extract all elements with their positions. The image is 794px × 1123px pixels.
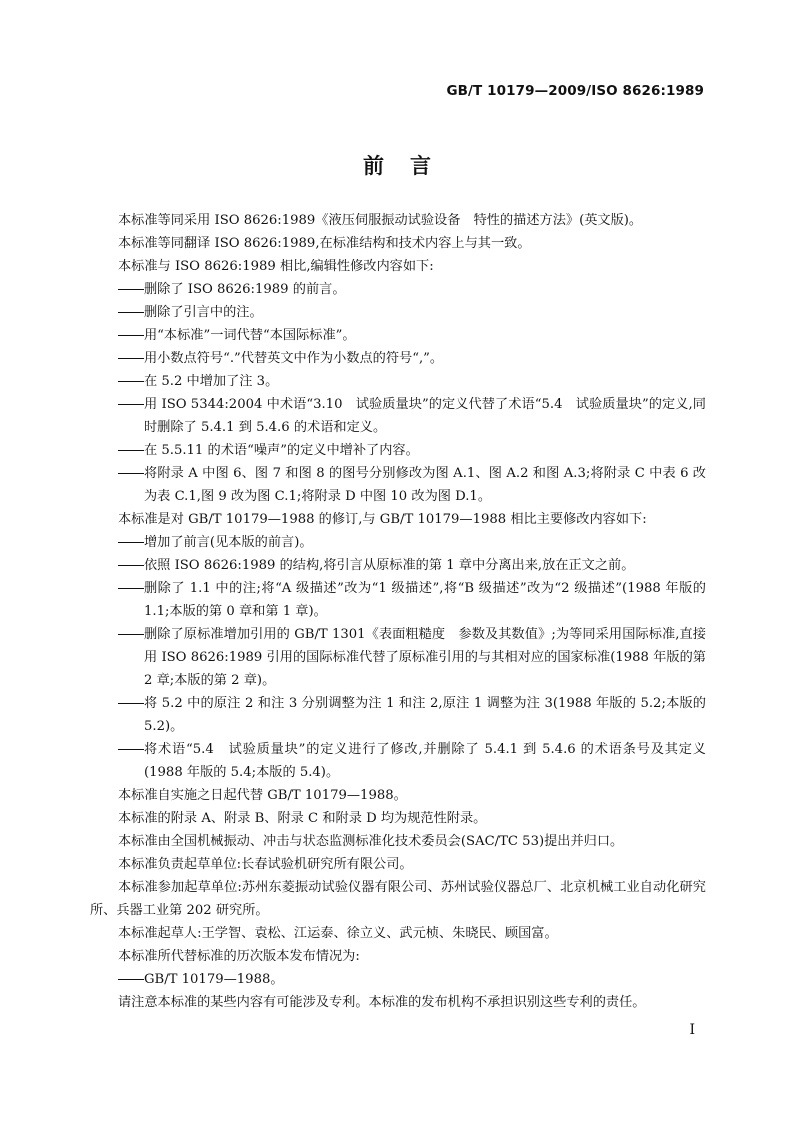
dash-list-item: 删除了 1.1 中的注;将“A 级描述”改为“1 级描述”,将“B 级描述”改为“2 级描述”(1988 年版的 1.1;本版的第 0 章和第 1 章)。 — [90, 577, 706, 623]
paragraph: 本标准所代替标准的历次版本发布情况为: — [118, 949, 360, 964]
paragraph: 请注意本标准的某些内容有可能涉及专利。本标准的发布机构不承担识别这些专利的责任。 — [118, 995, 646, 1010]
dash-list-item: 用“本标准”一词代替“本国际标准”。 — [90, 324, 706, 347]
paragraph: 本标准参加起草单位:苏州东菱振动试验仪器有限公司、苏州试验仪器总厂、北京机械工业自动化研究所、兵器工业第 202 研究所。 — [90, 880, 706, 918]
dash-list-item: 将附录 A 中图 6、图 7 和图 8 的图号分别修改为图 A.1、图 A.2 和图 A.3;将附录 C 中表 6 改为表 C.1,图 9 改为图 C.1;将附录 D 中图 10 改为图 D.1。 — [90, 462, 706, 508]
dash-list-item: GB/T 10179—1988。 — [90, 968, 706, 991]
dash-list-item: 用 ISO 5344:2004 中术语“3.10 试验质量块”的定义代替了术语“5.4 试验质量块”的定义,同时删除了 5.4.1 到 5.4.6 的术语和定义。 — [90, 393, 706, 439]
paragraph: 本标准的附录 A、附录 B、附录 C 和附录 D 均为规范性附录。 — [118, 811, 487, 826]
paragraph: 本标准由全国机械振动、冲击与状态监测标准化技术委员会(SAC/TC 53)提出并归口。 — [118, 834, 624, 849]
paragraph: 本标准等同采用 ISO 8626:1989《液压伺服振动试验设备 特性的描述方法》(英文版)。 — [118, 213, 643, 228]
dash-list-item: 删除了 ISO 8626:1989 的前言。 — [90, 278, 706, 301]
paragraph: 本标准等同翻译 ISO 8626:1989,在标准结构和技术内容上与其一致。 — [118, 236, 531, 251]
dash-list-item: 用小数点符号“.”代替英文中作为小数点的符号“,”。 — [90, 347, 706, 370]
dash-list-item: 在 5.2 中增加了注 3。 — [90, 370, 706, 393]
page-title: 前言 — [363, 154, 457, 178]
dash-list-item: 在 5.5.11 的术语“噪声”的定义中增补了内容。 — [90, 439, 706, 462]
paragraph: 本标准与 ISO 8626:1989 相比,编辑性修改内容如下: — [118, 259, 434, 274]
paragraph: 本标准起草人:王学智、袁松、江运泰、徐立义、武元桢、朱晓民、顾国富。 — [118, 926, 558, 941]
paragraph: 本标准是对 GB/T 10179—1988 的修订,与 GB/T 10179—1988 相比主要修改内容如下: — [118, 512, 647, 527]
dash-list-item: 将 5.2 中的原注 2 和注 3 分别调整为注 1 和注 2,原注 1 调整为注 3(1988 年版的 5.2;本版的 5.2)。 — [90, 692, 706, 738]
dash-list-item: 依照 ISO 8626:1989 的结构,将引言从原标准的第 1 章中分离出来,放在正文之前。 — [90, 554, 706, 577]
paragraph: 本标准自实施之日起代替 GB/T 10179—1988。 — [118, 788, 407, 803]
paragraph: 本标准负责起草单位:长春试验机研究所有限公司。 — [118, 857, 413, 872]
foreword-body — [90, 209, 706, 1014]
standard-code-header: GB/T 10179—2009/ISO 8626:1989 — [446, 83, 704, 99]
dash-list-item: 增加了前言(见本版的前言)。 — [90, 531, 706, 554]
page-number: I — [689, 1022, 695, 1038]
dash-list-item: 删除了原标准增加引用的 GB/T 1301《表面粗糙度 参数及其数值》;为等同采用国际标准,直接用 ISO 8626:1989 引用的国际标准代替了原标准引用的与其相对应的国家标准(1988 年版的第 2 章;本版的第 2 章)。 — [90, 623, 706, 692]
dash-list-item: 将术语“5.4 试验质量块”的定义进行了修改,并删除了 5.4.1 到 5.4.6 的术语条号及其定义(1988 年版的 5.4;本版的 5.4)。 — [90, 738, 706, 784]
dash-list-item: 删除了引言中的注。 — [90, 301, 706, 324]
